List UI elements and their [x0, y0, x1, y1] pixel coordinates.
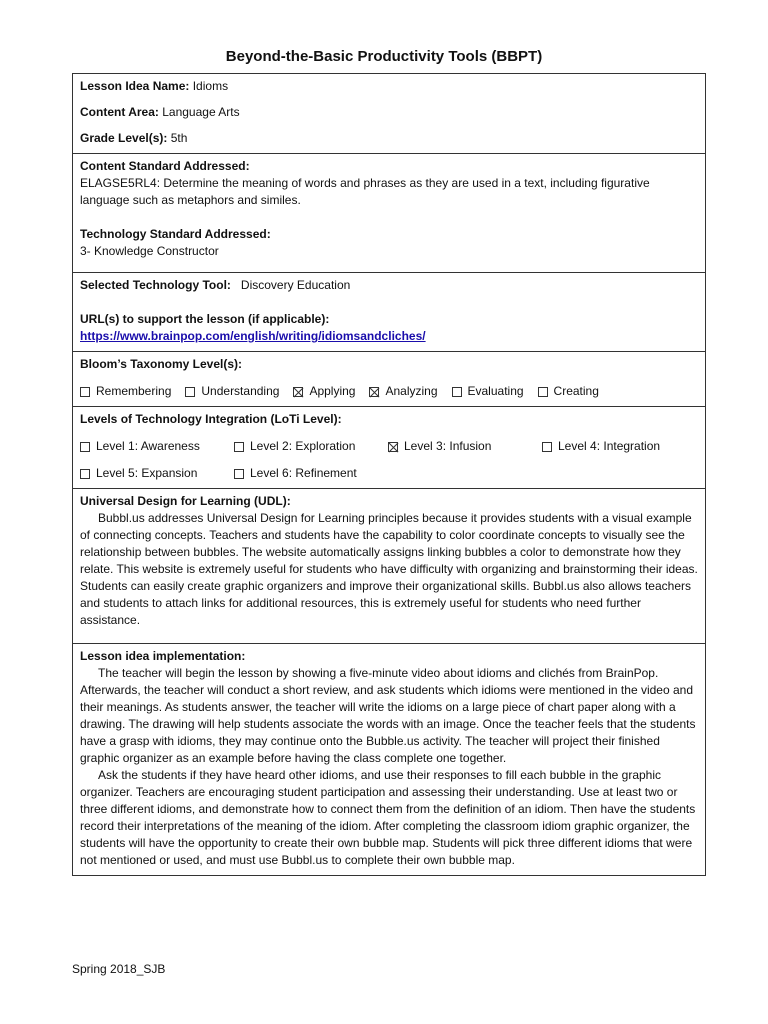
tool-row [80, 277, 698, 294]
content-standard-text: ELAGSE5RL4: Determine the meaning of words and phrases as they are used in a text, including figurative language such as metaphors and similes. [80, 176, 650, 207]
loti-options-row-1 [80, 438, 698, 455]
url-label: URL(s) to support the lesson (if applicable): [80, 312, 330, 326]
footer-text: Spring 2018_SJB [72, 962, 166, 976]
blooms-understanding[interactable] [185, 383, 279, 400]
lesson-info-section [73, 74, 705, 153]
checkbox-icon [542, 442, 552, 452]
blooms-evaluating[interactable] [452, 383, 524, 400]
udl-text: Bubbl.us addresses Universal Design for Learning principles because it provides students with a visual example of connecting concepts. Teachers and students have the capability to color coordinate concepts to visually see the relationship between bubbles. The website automatically assigns linking bubbles a color to demonstrate how they relate. This website is extremely useful for students who have difficulty with organizing and brainstorming their ideas. Students can easily create graphic organizers and improve their organizational skills. Bubbl.us also allows teachers and students to attach links for additional resources, this is extremely useful for students who need further assistance. [80, 511, 698, 627]
loti-level-2[interactable] [234, 438, 382, 455]
checkbox-label: Level 3: Infusion [404, 439, 492, 453]
standards-section [73, 153, 705, 272]
checkbox-label: Level 5: Expansion [96, 466, 198, 480]
checkbox-icon [538, 387, 548, 397]
blooms-analyzing[interactable] [369, 383, 437, 400]
loti-section [73, 406, 705, 488]
loti-options-row-2 [80, 465, 698, 482]
loti-level-3[interactable] [388, 438, 536, 455]
checkbox-icon [80, 442, 90, 452]
checkbox-label: Level 4: Integration [558, 439, 661, 453]
lesson-name-label: Lesson Idea Name: [80, 79, 190, 93]
checkbox-label: Remembering [96, 384, 172, 398]
checked-checkbox-icon [293, 387, 303, 397]
implementation-section [73, 643, 705, 875]
content-area-value: Language Arts [162, 105, 240, 119]
checkbox-label: Applying [309, 384, 356, 398]
loti-label: Levels of Technology Integration (LoTi Level): [80, 412, 342, 426]
page-title: Beyond-the-Basic Productivity Tools (BBPT) [225, 48, 543, 65]
blooms-remembering[interactable] [80, 383, 171, 400]
tool-label: Selected Technology Tool: [80, 278, 231, 292]
loti-level-4[interactable] [542, 438, 690, 455]
content-area-label: Content Area: [80, 105, 159, 119]
technology-tool-section [73, 272, 705, 351]
tech-standard-text: 3- Knowledge Constructor [80, 244, 219, 258]
checkbox-icon [452, 387, 462, 397]
lesson-name-row [80, 78, 698, 95]
grade-level-value: 5th [170, 131, 188, 145]
checkbox-label: Level 1: Awareness [96, 439, 200, 453]
checked-checkbox-icon [388, 442, 398, 452]
implementation-paragraph-1: The teacher will begin the lesson by showing a five-minute video about idioms and clichés from BrainPop. Afterwards, the teacher will conduct a short review, and ask students which idioms were mentioned in the video and their meanings. As students answer, the teacher will write the idioms on a large piece of chart paper along with a drawing. The drawing will help students associate the words with an image. Once the teacher feels that the students have a grasp with idioms, they may continue onto the Bubble.us activity. The teacher will project their finished graphic organizer as an example before having the class complete one together. [80, 666, 696, 765]
checkbox-icon [80, 387, 90, 397]
checkbox-icon [234, 442, 244, 452]
tool-value: Discovery Education [240, 278, 351, 292]
tech-standard-label: Technology Standard Addressed: [80, 227, 271, 241]
checkbox-icon [234, 469, 244, 479]
checkbox-label: Creating [553, 384, 599, 398]
grade-level-row [80, 130, 698, 147]
lesson-url-link[interactable]: https://www.brainpop.com/english/writing/idiomsandcliches/ [80, 329, 426, 343]
loti-level-5[interactable] [80, 465, 228, 482]
checked-checkbox-icon [369, 387, 379, 397]
udl-label: Universal Design for Learning (UDL): [80, 494, 291, 508]
grade-level-label: Grade Level(s): [80, 131, 168, 145]
checkbox-icon [185, 387, 195, 397]
blooms-label: Bloom’s Taxonomy Level(s): [80, 357, 243, 371]
checkbox-label: Evaluating [467, 384, 524, 398]
implementation-label: Lesson idea implementation: [80, 649, 246, 663]
implementation-paragraph-2: Ask the students if they have heard other idioms, and use their responses to fill each bubble in the graphic organizer. Teachers are encouraging student participation and assessing their understanding. Use at least two or three different idioms, and demonstrate how to connect them from the definition of an idiom. Then have the students record their interpretations of the meaning of the idiom. After completing the classroom idiom graphic organizer, the students will have the opportunity to create their own bubble map. Students will pick three different idioms that were not mentioned or used, and must use Bubbl.us to complete their own bubble map. [80, 768, 696, 867]
checkbox-label: Analyzing [385, 384, 438, 398]
checkbox-label: Level 6: Refinement [250, 466, 357, 480]
loti-level-1[interactable] [80, 438, 228, 455]
lesson-plan-table [72, 73, 706, 876]
blooms-section [73, 351, 705, 406]
checkbox-label: Understanding [201, 384, 280, 398]
udl-section [73, 488, 705, 643]
blooms-applying[interactable] [293, 383, 355, 400]
blooms-options [80, 383, 698, 400]
content-area-row [80, 104, 698, 121]
lesson-name-value: Idioms [192, 79, 229, 93]
checkbox-icon [80, 469, 90, 479]
checkbox-label: Level 2: Exploration [250, 439, 356, 453]
content-standard-label: Content Standard Addressed: [80, 159, 250, 173]
blooms-creating[interactable] [538, 383, 599, 400]
loti-level-6[interactable] [234, 465, 382, 482]
